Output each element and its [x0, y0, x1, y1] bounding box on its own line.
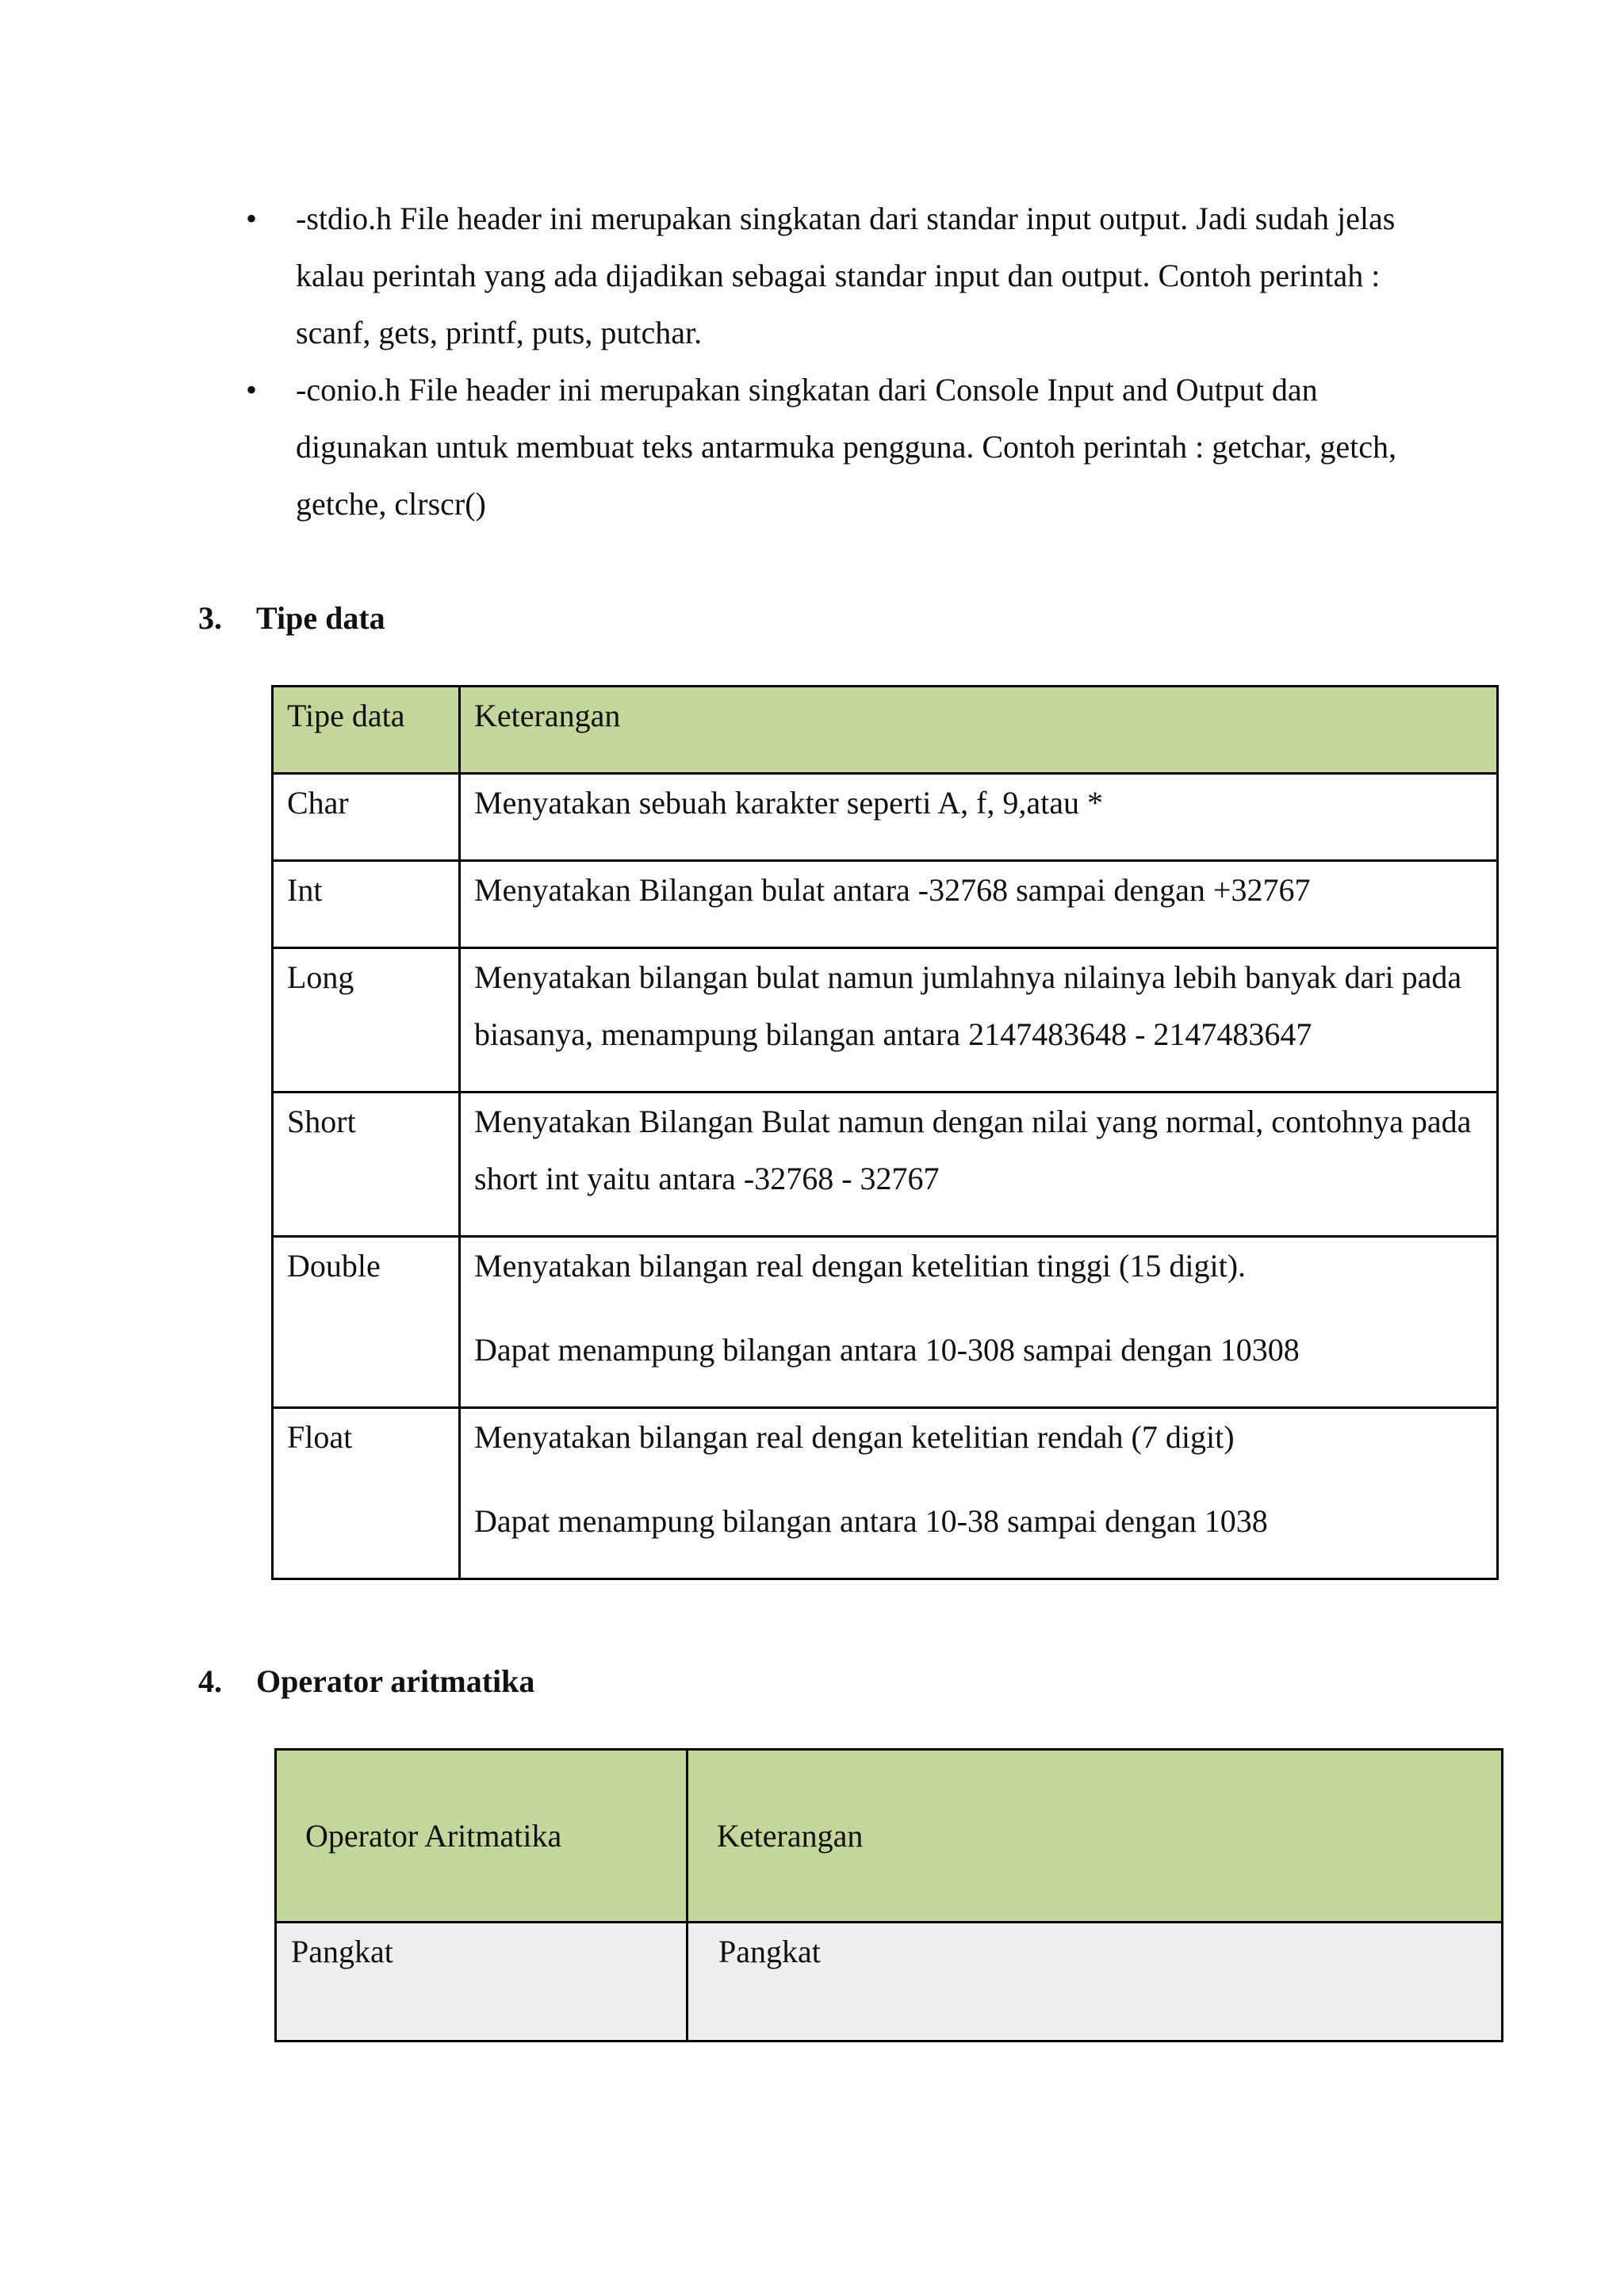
list-item	[246, 190, 1419, 362]
list-item	[246, 362, 1419, 533]
description-cell	[460, 861, 1498, 948]
description-range-text: Dapat menampung bilangan antara 10-38 sampai dengan 1038	[474, 1503, 1268, 1539]
description-text: Menyatakan Bilangan Bulat namun dengan nilai yang normal, contohnya pada short int yaitu antara -32768 - 32767	[474, 1104, 1472, 1196]
type-cell: Long	[273, 948, 460, 1093]
table-header-row	[273, 687, 1498, 774]
description-range-text: Dapat menampung bilangan antara 10-308 sampai dengan 10308	[474, 1332, 1300, 1368]
column-header: Keterangan	[688, 1750, 1503, 1923]
table-row	[273, 861, 1498, 948]
table-row	[273, 1237, 1498, 1408]
description-text: Menyatakan bilangan real dengan ketelitian tinggi (15 digit).	[474, 1248, 1247, 1284]
description-cell	[460, 948, 1498, 1093]
data-type-table	[271, 685, 1499, 1580]
table-row	[276, 1923, 1503, 2042]
description-text: Menyatakan sebuah karakter seperti A, f, 9,atau *	[474, 785, 1104, 821]
section-number: 3.	[198, 600, 222, 636]
description-cell	[460, 774, 1498, 861]
table-row	[273, 1408, 1498, 1579]
table-row	[273, 774, 1498, 861]
type-cell: Int	[273, 861, 460, 948]
header-file-list	[246, 190, 1419, 533]
section-title: Tipe data	[256, 600, 385, 636]
table-header-row	[276, 1750, 1503, 1923]
type-cell: Char	[273, 774, 460, 861]
list-item-text: -stdio.h File header ini merupakan singkatan dari standar input output. Jadi sudah jelas kalau perintah yang ada dijadikan sebagai standar input dan output. Contoh perintah : scanf, gets, printf, puts, putchar.	[296, 201, 1396, 350]
section-title: Operator aritmatika	[256, 1663, 535, 1699]
description-cell	[460, 1093, 1498, 1237]
description-cell	[460, 1408, 1498, 1579]
description-cell	[460, 1237, 1498, 1408]
column-header: Tipe data	[273, 687, 460, 774]
bullet-icon: •	[246, 201, 258, 236]
description-text: Menyatakan Bilangan bulat antara -32768 sampai dengan +32767	[474, 872, 1311, 908]
type-cell: Double	[273, 1237, 460, 1408]
type-cell: Float	[273, 1408, 460, 1579]
table-row	[273, 1093, 1498, 1237]
column-header: Operator Aritmatika	[276, 1750, 688, 1923]
operator-cell: Pangkat	[276, 1923, 688, 2042]
description-text: Menyatakan bilangan bulat namun jumlahnya nilainya lebih banyak dari pada biasanya, menampung bilangan antara 2147483648 - 2147483647	[474, 959, 1462, 1052]
bullet-icon: •	[246, 372, 258, 408]
description-text: Menyatakan bilangan real dengan ketelitian rendah (7 digit)	[474, 1419, 1235, 1455]
type-cell: Short	[273, 1093, 460, 1237]
description-cell: Pangkat	[688, 1923, 1503, 2042]
list-item-text: -conio.h File header ini merupakan singkatan dari Console Input and Output dan digunakan untuk membuat teks antarmuka pengguna. Contoh perintah : getchar, getch, getche, clrscr()	[296, 372, 1397, 522]
table-row	[273, 948, 1498, 1093]
arithmetic-operator-table	[274, 1748, 1503, 2042]
section-number: 4.	[198, 1663, 222, 1699]
column-header: Keterangan	[460, 687, 1498, 774]
